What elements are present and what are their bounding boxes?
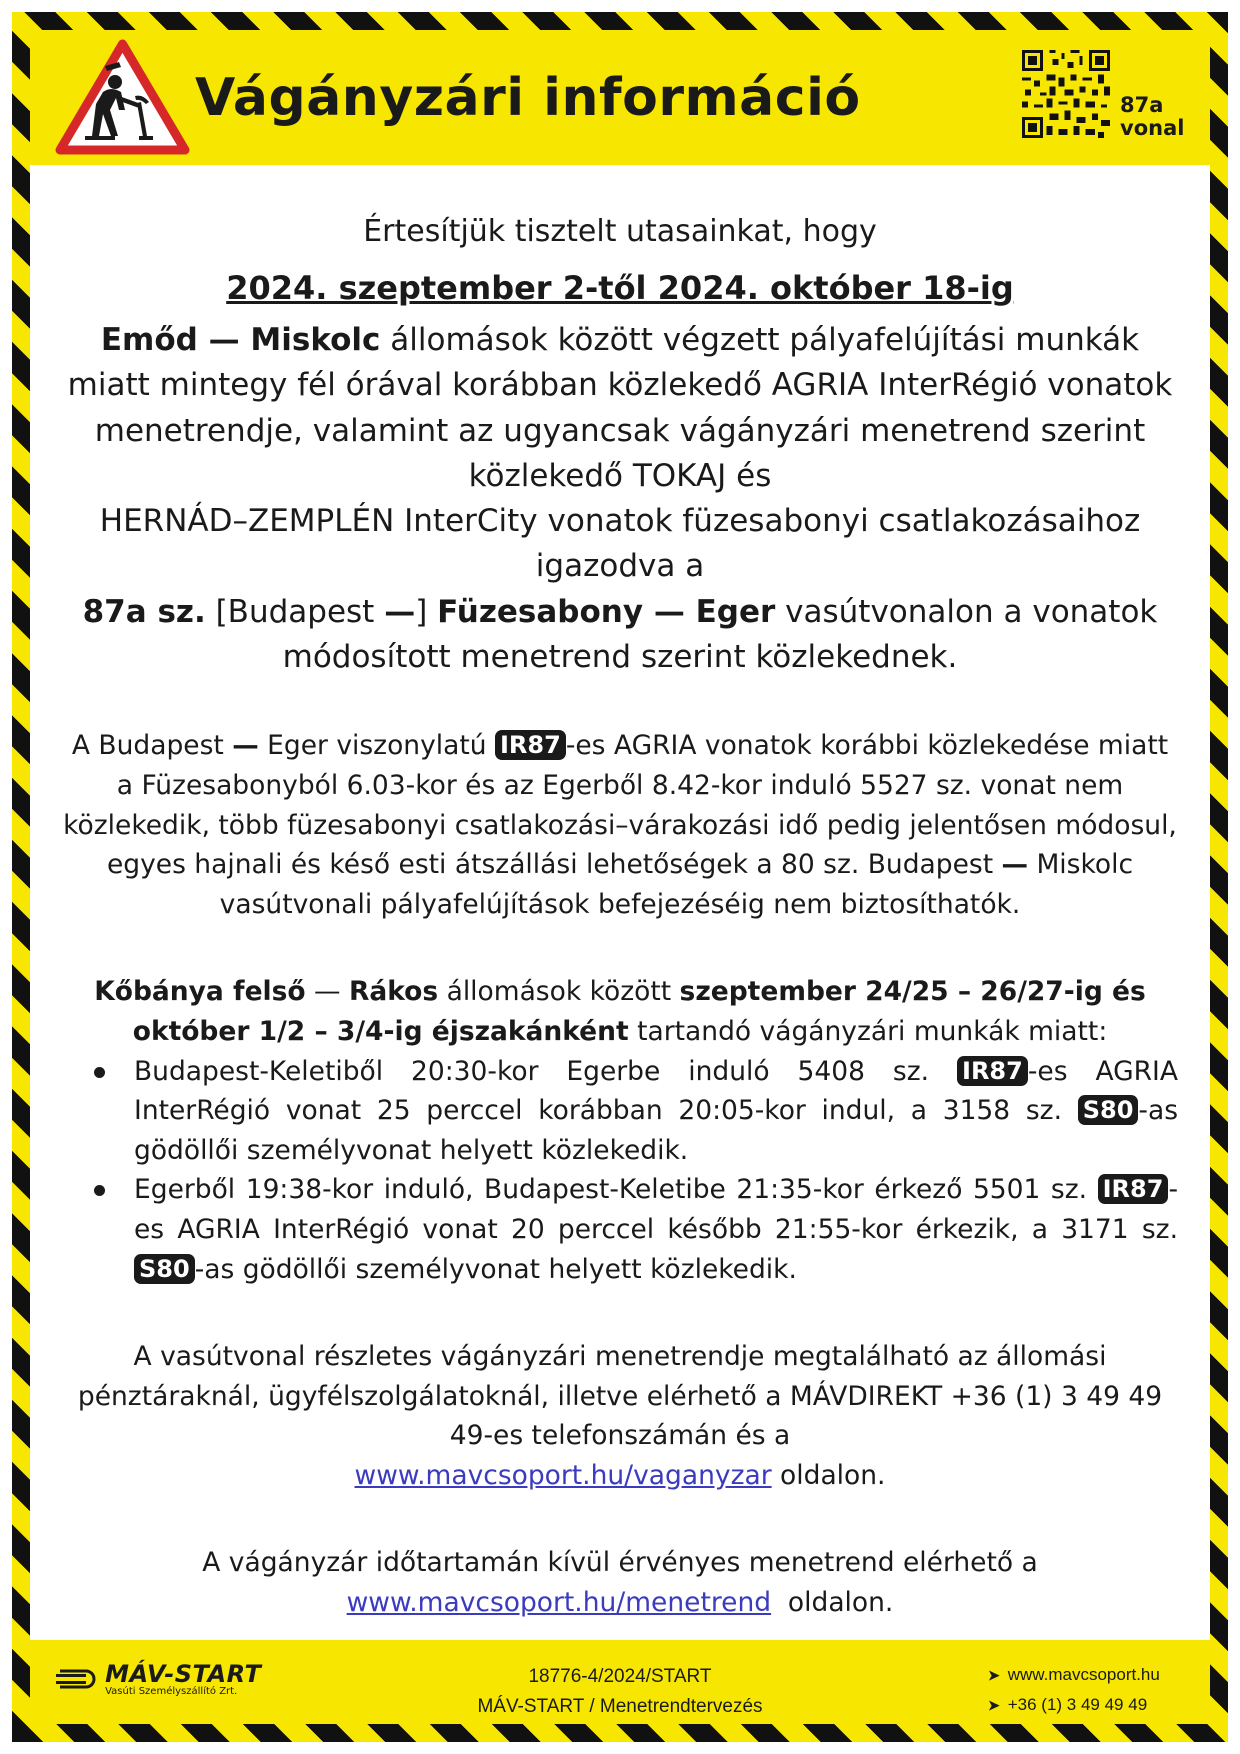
phone-line <box>988 1690 1160 1720</box>
regular-timetable-paragraph: A vágányzár időtartamán kívül érvényes menetrend elérhető a www.mavcsoport.hu/menetrend oldalon. <box>202 1547 1038 1619</box>
phone-number: +36 (1) 3 49 49 49 <box>1007 1695 1148 1714</box>
mav-start-logo-icon <box>56 1663 98 1695</box>
intro-text: Értesítjük tisztelt utasainkat, hogy <box>363 214 877 249</box>
logo-subtitle: Vasúti Személyszállító Zrt. <box>105 1686 238 1697</box>
agria-paragraph: A Budapest — Eger viszonylatú IR87 -es AGRIA vonatok korábbi közlekedése miatt a Füzesabonyból 6.03-kor és az Egerből 8.42-kor induló 5527 sz. vonat nem közlekedik, több füzesabonyi csatlakozási–várakozási idő pedig jelentősen módosul, egyes hajnali és késő esti átszállási lehetőségek a 80 sz. Budapest — Miskolc vasútvonali pályafelújítások befejezéséig nem biztosíthatók. <box>63 730 1177 920</box>
notice-body <box>62 212 1178 1623</box>
train-badge-s80: S80 <box>1078 1095 1139 1125</box>
train-badge-ir87: IR87 <box>957 1056 1028 1086</box>
kobanya-paragraph: Kőbánya felső — Rákos állomások között szeptember 24/25 – 26/27-ig és október 1/2 – 3/4-ig éjszakánként tartandó vágányzári munkák miatt: <box>94 976 1146 1047</box>
lead-paragraph: Emőd — Miskolc állomások között végzett pályafelújítási munkák miatt mintegy fél órával korábban közlekedő AGRIA InterRégió vonatok menetrendje, valamint az ugyancsak vágányzári menetrend szerint közlekedő TOKAJ és HERNÁD–ZEMPLÉN InterCity vonatok füzesabonyi csatlakozásaihoz igazodva a 87a sz. [Budapest —] Füzesabony — Eger vasútvonalon a vonatok módosított menetrend szerint közlekednek. <box>67 322 1173 676</box>
line-word: vonal <box>1120 116 1185 140</box>
mav-start-logo <box>56 1660 261 1697</box>
vaganyzar-link[interactable]: www.mavcsoport.hu/vaganyzar <box>354 1459 772 1491</box>
menetrend-link[interactable]: www.mavcsoport.hu/menetrend <box>346 1587 772 1619</box>
train-badge-ir87: IR87 <box>1098 1174 1169 1204</box>
footer-reference <box>440 1662 800 1722</box>
date-range: 2024. szeptember 2-től 2024. október 18-ig <box>226 269 1014 307</box>
logo-name: MÁV-START <box>105 1660 262 1688</box>
warning-sign-icon <box>55 38 190 156</box>
footer-contact <box>988 1660 1160 1720</box>
timetable-info-paragraph: A vasútvonal részletes vágányzári menetrendje megtalálható az állomási pénztáraknál, ügyfélszolgálatoknál, illetve elérhető a MÁVDIREKT +36 (1) 3 49 49 49-es telefonszámán és a www.mavcsoport.hu/vaganyzar oldalon. <box>77 1341 1163 1491</box>
line-reference: 87a sz. <box>82 593 206 630</box>
train-badge-s80: S80 <box>134 1254 195 1284</box>
list-item: Egerből 19:38-kor induló, Budapest-Keletibe 21:35-kor érkező 5501 sz. IR87 -es AGRIA InterRégió vonat 20 perccel később 21:55-kor érkezik, a 3171 sz. S80 -as gödöllői személyvonat helyett közlekedik. <box>62 1170 1178 1289</box>
website-link[interactable]: www.mavcsoport.hu <box>1007 1665 1160 1684</box>
line-number: 87a <box>1120 93 1164 117</box>
line-label <box>1120 94 1184 140</box>
document-number: 18776-4/2024/START <box>528 1666 712 1687</box>
change-list <box>62 1052 1178 1290</box>
route-emod-miskolc: Emőd — Miskolc <box>100 322 381 358</box>
page-title: Vágányzári információ <box>195 68 861 128</box>
qr-code-icon[interactable] <box>1022 50 1110 138</box>
list-item: Budapest-Keletiből 20:30-kor Egerbe induló 5408 sz. IR87 -es AGRIA InterRégió vonat 25 perccel korábban 20:05-kor indul, a 3158 sz. S80 -as gödöllői személyvonat helyett közlekedik. <box>62 1052 1178 1171</box>
department: MÁV-START / Menetrendtervezés <box>477 1696 763 1717</box>
arrow-icon: ➤ <box>988 1697 1000 1713</box>
arrow-icon: ➤ <box>988 1667 1000 1683</box>
website-line <box>988 1660 1160 1690</box>
route-fuzesabony-eger: Füzesabony — Eger <box>437 593 776 630</box>
train-badge-ir87: IR87 <box>495 730 566 760</box>
